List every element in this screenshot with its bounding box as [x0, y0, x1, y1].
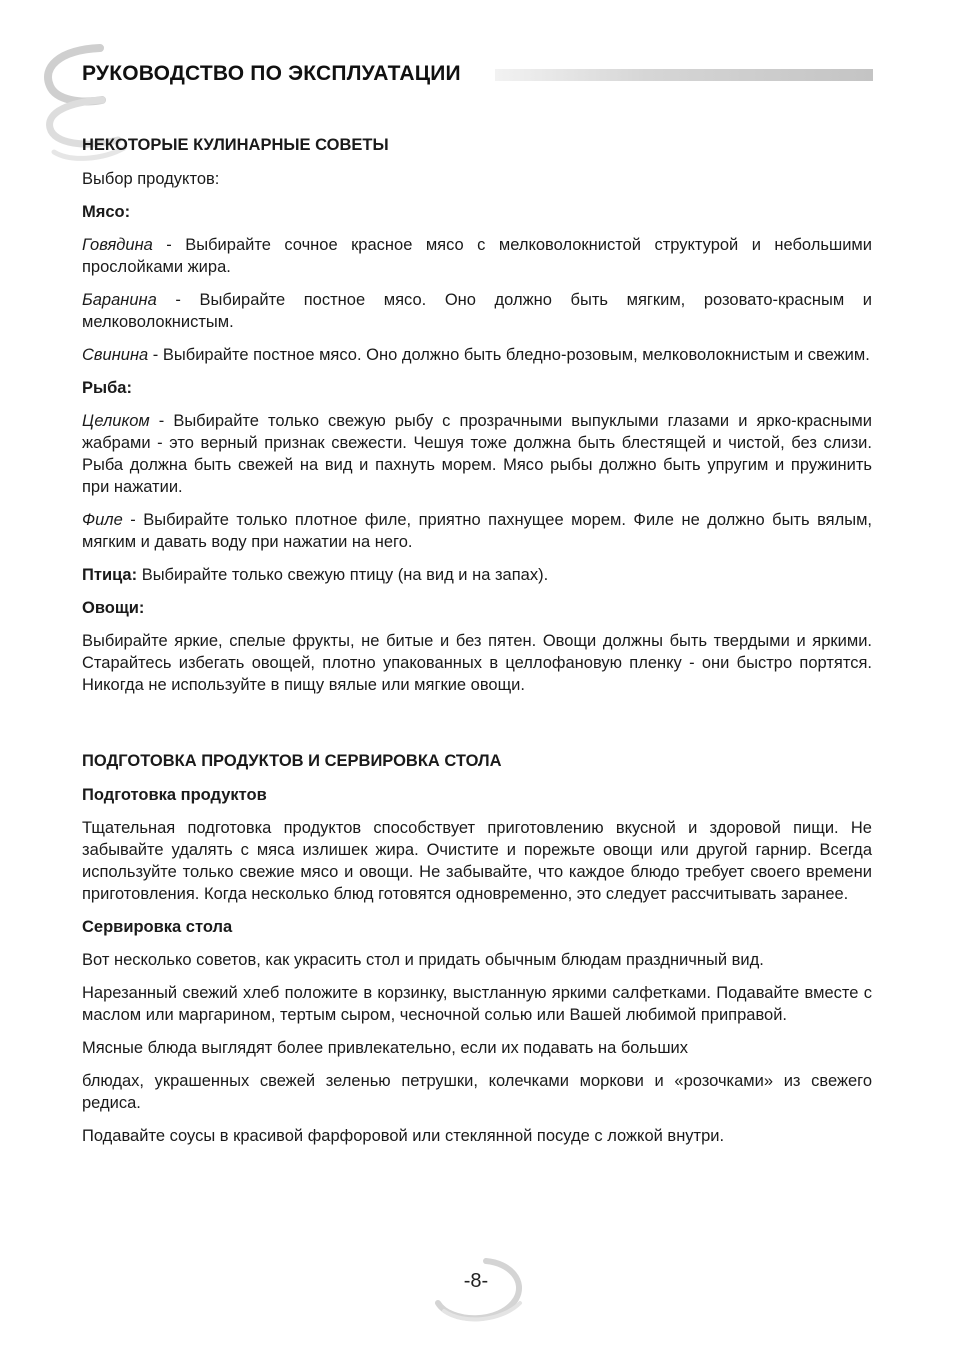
poultry-paragraph [82, 564, 872, 586]
section-heading-preparation-serving: ПОДГОТОВКА ПРОДУКТОВ И СЕРВИРОВКА СТОЛА [82, 752, 502, 770]
pork-text: - Выбирайте постное мясо. Оно должно быть бледно-розовым, мелковолокнистым и свежим. [148, 346, 870, 364]
preparation-paragraph: Тщательная подготовка продуктов способствует приготовлению вкусной и здоровой пищи. Не забывайте удалять с мяса излишек жира. Очистите и порежьте овощи или другой гарнир. Всегда используйте только свежие мясо и овощи. Не забывайте, что каждое блюдо требует своего времени приготовления. Когда несколько блюд готовятся одновременно, это следует рассчитывать заранее. [82, 819, 872, 903]
serving-paragraph-3: Мясные блюда выглядят более привлекательно, если их подавать на больших [82, 1039, 689, 1057]
lamb-term: Баранина [82, 291, 157, 309]
section-heading-culinary-tips: НЕКОТОРЫЕ КУЛИНАРНЫЕ СОВЕТЫ [82, 136, 389, 154]
vegetables-paragraph: Выбирайте яркие, спелые фрукты, не битые и без пятен. Овощи должны быть твердыми и яркими. Старайтесь избегать овощей, плотно упакованных в целлофановую пленку - они быстро портятся. Никогда не используйте в пищу вялые или мягкие овощи. [82, 632, 872, 694]
whole-fish-text: - Выбирайте только свежую рыбу с прозрачными выпуклыми глазами и ярко-красными жабрами - это верный признак свежести. Чешуя тоже должна быть блестящей и чистой, без слизи. Рыба должна быть свежей на вид и пахнуть морем. Мясо рыбы должно быть упругим и пружинить при нажатии. [82, 412, 872, 496]
preparation-subheading: Подготовка продуктов [82, 786, 267, 804]
poultry-label: Птица: [82, 566, 138, 584]
poultry-text: Выбирайте только свежую птицу (на вид и на запах). [137, 566, 549, 584]
lamb-paragraph [82, 289, 872, 333]
serving-paragraph-4: блюдах, украшенных свежей зеленью петрушки, колечками моркови и «розочками» из свежего редиса. [82, 1072, 872, 1112]
beef-term: Говядина [82, 236, 153, 254]
serving-subheading: Сервировка стола [82, 918, 233, 936]
whole-fish-paragraph [82, 410, 872, 498]
fillet-paragraph [82, 509, 872, 553]
meat-label: Мясо: [82, 203, 131, 221]
section-spacer [82, 707, 872, 750]
fish-label: Рыба: [82, 379, 132, 397]
pork-term: Свинина [82, 346, 149, 364]
serving-paragraph-1: Вот несколько советов, как украсить стол и придать обычным блюдам праздничный вид. [82, 951, 764, 969]
product-choice-intro: Выбор продуктов: [82, 170, 220, 188]
document-title: РУКОВОДСТВО ПО ЭКСПЛУАТАЦИИ [82, 60, 467, 88]
whole-fish-term: Целиком [82, 412, 150, 430]
fillet-text: - Выбирайте только плотное филе, приятно пахнущее морем. Филе не должно быть вялым, мягким и давать воду при нажатии на него. [82, 511, 872, 551]
beef-paragraph [82, 234, 872, 278]
serving-paragraph-2: Нарезанный свежий хлеб положите в корзинку, выстланную яркими салфетками. Подавайте вместе с маслом или маргарином, тертым сыром, чесночной солью или Вашей любимой приправой. [82, 984, 872, 1024]
serving-paragraph-5: Подавайте соусы в красивой фарфоровой или стеклянной посуде с ложкой внутри. [82, 1127, 725, 1145]
lamb-text: - Выбирайте постное мясо. Оно должно быть мягким, розовато-красным и мелковолокнистым. [82, 291, 872, 331]
page-number: -8- [463, 1270, 489, 1292]
fillet-term: Филе [82, 511, 123, 529]
page-number-badge [430, 1255, 530, 1325]
beef-text: - Выбирайте сочное красное мясо с мелковолокнистой структурой и небольшими прослойками жира. [82, 236, 872, 276]
header-bar [495, 69, 873, 81]
page-content [82, 134, 872, 1158]
vegetables-label: Овощи: [82, 599, 145, 617]
pork-paragraph [82, 344, 872, 366]
